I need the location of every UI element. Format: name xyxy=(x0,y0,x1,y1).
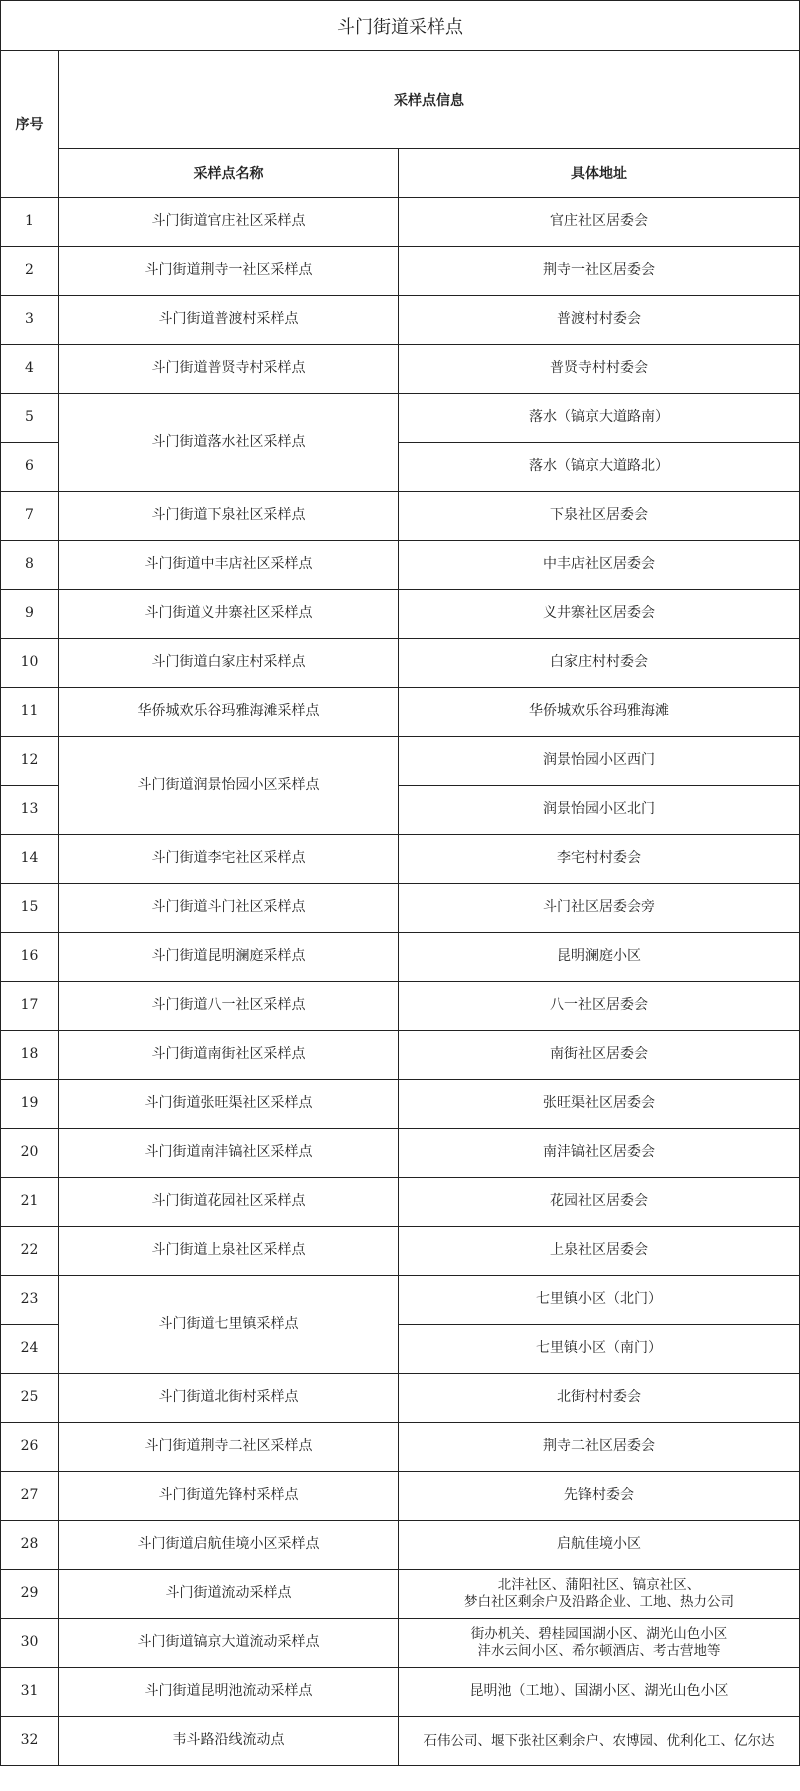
site-name: 斗门街道白家庄村采样点 xyxy=(59,639,399,688)
site-address: 斗门社区居委会旁 xyxy=(399,884,800,933)
row-number: 29 xyxy=(1,1570,59,1619)
site-name: 斗门街道八一社区采样点 xyxy=(59,982,399,1031)
table-row xyxy=(1,737,800,786)
row-number: 19 xyxy=(1,1080,59,1129)
row-number: 9 xyxy=(1,590,59,639)
site-name: 斗门街道荆寺二社区采样点 xyxy=(59,1423,399,1472)
site-name: 斗门街道张旺渠社区采样点 xyxy=(59,1080,399,1129)
site-address: 南沣镐社区居委会 xyxy=(399,1129,800,1178)
table-row xyxy=(1,1227,800,1276)
site-address: 八一社区居委会 xyxy=(399,982,800,1031)
header-name: 采样点名称 xyxy=(59,149,399,198)
table-row xyxy=(1,884,800,933)
table-row xyxy=(1,198,800,247)
site-name: 韦斗路沿线流动点 xyxy=(59,1717,399,1766)
row-number: 13 xyxy=(1,786,59,835)
site-name: 斗门街道官庄社区采样点 xyxy=(59,198,399,247)
site-name: 斗门街道普渡村采样点 xyxy=(59,296,399,345)
row-number: 2 xyxy=(1,247,59,296)
table-row xyxy=(1,639,800,688)
site-name: 斗门街道普贤寺村采样点 xyxy=(59,345,399,394)
site-address: 七里镇小区（北门） xyxy=(399,1276,800,1325)
table-row xyxy=(1,933,800,982)
site-name: 斗门街道北街村采样点 xyxy=(59,1374,399,1423)
address-line: 北沣社区、蒲阳社区、镐京社区、 xyxy=(497,1577,701,1594)
site-address: 上泉社区居委会 xyxy=(399,1227,800,1276)
site-name: 斗门街道落水社区采样点 xyxy=(59,394,399,492)
site-address: 润景怡园小区北门 xyxy=(399,786,800,835)
table-row xyxy=(1,394,800,443)
site-address: 北街村村委会 xyxy=(399,1374,800,1423)
row-number: 6 xyxy=(1,443,59,492)
table-row xyxy=(1,1423,800,1472)
table-row xyxy=(1,1129,800,1178)
site-address: 下泉社区居委会 xyxy=(399,492,800,541)
site-address: 荆寺二社区居委会 xyxy=(399,1423,800,1472)
site-address: 官庄社区居委会 xyxy=(399,198,800,247)
table-row xyxy=(1,1080,800,1129)
table-row xyxy=(1,1570,800,1619)
row-number: 21 xyxy=(1,1178,59,1227)
row-number: 1 xyxy=(1,198,59,247)
row-number: 4 xyxy=(1,345,59,394)
site-address: 七里镇小区（南门） xyxy=(399,1325,800,1374)
site-name: 斗门街道花园社区采样点 xyxy=(59,1178,399,1227)
table-row xyxy=(1,1668,800,1717)
table-row xyxy=(1,1717,800,1766)
address-line: 街办机关、碧桂园国湖小区、湖光山色小区 xyxy=(470,1626,728,1643)
row-number: 27 xyxy=(1,1472,59,1521)
table-row xyxy=(1,982,800,1031)
row-number: 7 xyxy=(1,492,59,541)
row-number: 32 xyxy=(1,1717,59,1766)
site-address: 启航佳境小区 xyxy=(399,1521,800,1570)
site-name: 斗门街道上泉社区采样点 xyxy=(59,1227,399,1276)
site-address: 润景怡园小区西门 xyxy=(399,737,800,786)
table-row xyxy=(1,492,800,541)
site-address xyxy=(399,1619,800,1668)
site-address: 华侨城欢乐谷玛雅海滩 xyxy=(399,688,800,737)
row-number: 30 xyxy=(1,1619,59,1668)
site-address: 昆明池（工地）、国湖小区、湖光山色小区 xyxy=(399,1668,800,1717)
site-address: 普渡村村委会 xyxy=(399,296,800,345)
site-address: 花园社区居委会 xyxy=(399,1178,800,1227)
table-row xyxy=(1,1374,800,1423)
site-name: 斗门街道镐京大道流动采样点 xyxy=(59,1619,399,1668)
table-row xyxy=(1,1031,800,1080)
site-name: 斗门街道南沣镐社区采样点 xyxy=(59,1129,399,1178)
site-name: 斗门街道中丰店社区采样点 xyxy=(59,541,399,590)
row-number: 25 xyxy=(1,1374,59,1423)
site-address: 张旺渠社区居委会 xyxy=(399,1080,800,1129)
table-row xyxy=(1,541,800,590)
site-address: 白家庄村村委会 xyxy=(399,639,800,688)
site-address xyxy=(399,1570,800,1619)
site-name: 斗门街道李宅社区采样点 xyxy=(59,835,399,884)
site-name: 斗门街道流动采样点 xyxy=(59,1570,399,1619)
site-address: 李宅村村委会 xyxy=(399,835,800,884)
site-name: 斗门街道义井寨社区采样点 xyxy=(59,590,399,639)
row-number: 31 xyxy=(1,1668,59,1717)
site-name: 斗门街道昆明澜庭采样点 xyxy=(59,933,399,982)
site-name: 斗门街道七里镇采样点 xyxy=(59,1276,399,1374)
row-number: 20 xyxy=(1,1129,59,1178)
table-title: 斗门街道采样点 xyxy=(1,1,800,51)
row-number: 3 xyxy=(1,296,59,345)
site-name: 斗门街道斗门社区采样点 xyxy=(59,884,399,933)
site-name: 斗门街道荆寺一社区采样点 xyxy=(59,247,399,296)
table-row xyxy=(1,1178,800,1227)
site-address: 中丰店社区居委会 xyxy=(399,541,800,590)
table-row xyxy=(1,1276,800,1325)
row-number: 5 xyxy=(1,394,59,443)
site-address: 落水（镐京大道路北） xyxy=(399,443,800,492)
site-name: 斗门街道启航佳境小区采样点 xyxy=(59,1521,399,1570)
table-row xyxy=(1,688,800,737)
header-address: 具体地址 xyxy=(399,149,800,198)
site-address: 南街社区居委会 xyxy=(399,1031,800,1080)
row-number: 28 xyxy=(1,1521,59,1570)
table-row xyxy=(1,296,800,345)
header-group: 采样点信息 xyxy=(59,51,800,149)
table-row xyxy=(1,247,800,296)
site-address: 昆明澜庭小区 xyxy=(399,933,800,982)
site-address: 荆寺一社区居委会 xyxy=(399,247,800,296)
table-row xyxy=(1,835,800,884)
site-name: 斗门街道下泉社区采样点 xyxy=(59,492,399,541)
site-name: 华侨城欢乐谷玛雅海滩采样点 xyxy=(59,688,399,737)
site-name: 斗门街道润景怡园小区采样点 xyxy=(59,737,399,835)
row-number: 15 xyxy=(1,884,59,933)
row-number: 10 xyxy=(1,639,59,688)
table-row xyxy=(1,590,800,639)
site-address: 石伟公司、堰下张社区剩余户、农博园、优利化工、亿尔达 xyxy=(399,1717,800,1766)
site-address: 普贤寺村村委会 xyxy=(399,345,800,394)
row-number: 18 xyxy=(1,1031,59,1080)
row-number: 26 xyxy=(1,1423,59,1472)
row-number: 14 xyxy=(1,835,59,884)
site-address: 义井寨社区居委会 xyxy=(399,590,800,639)
row-number: 22 xyxy=(1,1227,59,1276)
table-row xyxy=(1,1521,800,1570)
table-row xyxy=(1,345,800,394)
table-row xyxy=(1,1619,800,1668)
address-line: 沣水云间小区、希尔顿酒店、考古营地等 xyxy=(477,1643,721,1659)
address-line: 梦白社区剩余户及沿路企业、工地、热力公司 xyxy=(464,1594,734,1610)
site-address: 先锋村委会 xyxy=(399,1472,800,1521)
row-number: 16 xyxy=(1,933,59,982)
row-number: 17 xyxy=(1,982,59,1031)
row-number: 23 xyxy=(1,1276,59,1325)
header-index: 序号 xyxy=(1,51,59,198)
row-number: 8 xyxy=(1,541,59,590)
site-name: 斗门街道昆明池流动采样点 xyxy=(59,1668,399,1717)
row-number: 11 xyxy=(1,688,59,737)
site-address: 落水（镐京大道路南） xyxy=(399,394,800,443)
site-name: 斗门街道南街社区采样点 xyxy=(59,1031,399,1080)
row-number: 24 xyxy=(1,1325,59,1374)
site-name: 斗门街道先锋村采样点 xyxy=(59,1472,399,1521)
table-row xyxy=(1,1472,800,1521)
row-number: 12 xyxy=(1,737,59,786)
